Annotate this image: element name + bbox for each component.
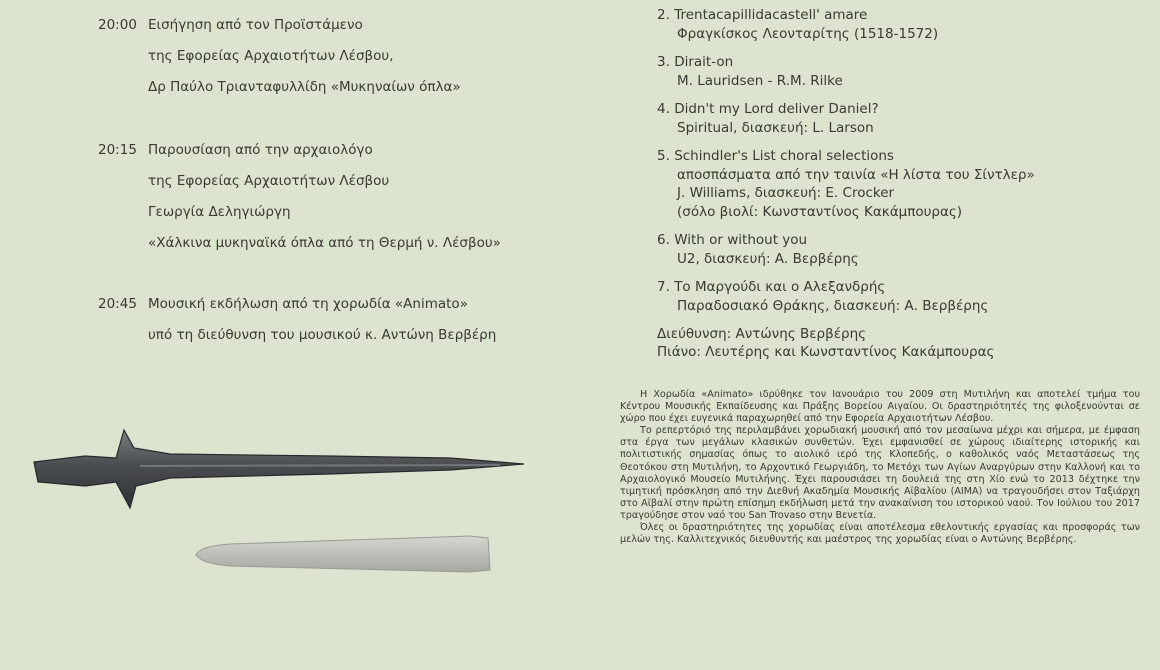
song-item [657, 100, 1035, 137]
time-label: 20:45 [98, 296, 137, 312]
song-title: Trentacapillidacastell' amare [674, 7, 868, 23]
song-item [657, 6, 1035, 43]
program-line: Δρ Παύλο Τριανταφυλλίδη «Μυκηναίων όπλα» [148, 79, 461, 95]
program-line: της Εφορείας Αρχαιοτήτων Λέσβου, [148, 48, 394, 64]
program-block-2015 [98, 135, 501, 259]
song-list [657, 6, 1035, 325]
program-line: Παρουσίαση από την αρχαιολόγο [148, 142, 373, 158]
time-label: 20:00 [98, 17, 137, 33]
bronze-spearhead-image [30, 420, 530, 590]
piano-credit: Πιάνο: Λευτέρης και Κωνσταντίνος Κακάμπουρας [657, 344, 995, 360]
description-paragraph: Όλες οι δραστηριότητες της χορωδίας είναι αποτέλεσμα εθελοντικής εργασίας και προσφοράς των μελών της. Καλλιτεχνικός διευθυντής και μαέστρος της χορωδίας είναι ο Αντώνης Βερβέρης. [620, 522, 1140, 546]
song-credit: U2, διασκευή: Α. Βερβέρης [677, 250, 859, 267]
program-line: «Χάλκινα μυκηναϊκά όπλα από τη Θερμή ν. Λέσβου» [148, 235, 501, 251]
song-number: 7. [657, 279, 670, 295]
program-line: της Εφορείας Αρχαιοτήτων Λέσβου [148, 173, 390, 189]
program-line: υπό τη διεύθυνση του μουσικού κ. Αντώνη Βερβέρη [148, 327, 497, 343]
song-credit: Παραδοσιακό Θράκης, διασκευή: Α. Βερβέρης [677, 297, 989, 314]
song-title: With or without you [674, 232, 808, 248]
song-item [657, 231, 1035, 268]
song-number: 5. [657, 148, 670, 164]
description-paragraph: Το ρεπερτόριό της περιλαμβάνει χορωδιακή μουσική από τον μεσαίωνα μέχρι και σήμερα, με έμφαση στα έργα των μεγάλων κλασικών συνθετών. Έχει εμφανισθεί σε χώρους ιδιαίτερης ιστορικής και πολιτιστικής σημασίας όπως το αιολικό ιερό της Κλοπεδής, ο καθολικός ναός Μεταστάσεως της Θεοτόκου στη Μυτιλήνη, το Αρχοντικό Γεωργιάδη, το Μετόχι των Αγίων Αναργύρων στην Καλλονή και το Αρχαιολογικό Μουσείο Μυτιλήνης. Έχει παρουσιάσει τη δουλειά της στη Χίο ενώ το 2013 δέχτηκε την τιμητική πρόσκληση από την Διεθνή Ακαδημία Μουσικής Αϊβαλίου (AIMA) να τραγουδήσει στον Ταξιάρχη στο Αϊβαλί στην πρώτη επίσημη εκδήλωση μετά την ανακαίνιση του ιστορικού ναού. Τον Ιούλιου του 2017 τραγούδησε στον ναό του San Trovaso στην Βενετία. [620, 425, 1140, 521]
song-item [657, 278, 1035, 315]
song-credit: J. Williams, διασκευή: E. Crocker [677, 185, 895, 201]
song-credit: αποσπάσματα από την ταινία «Η λίστα του Σίντλερ» [677, 166, 1035, 183]
song-number: 2. [657, 7, 670, 23]
song-item [657, 147, 1035, 221]
song-title: Didn't my Lord deliver Daniel? [674, 101, 879, 117]
song-title: Schindler's List choral selections [674, 148, 894, 164]
song-credit: (σόλο βιολί: Κωνσταντίνος Κακάμπουρας) [677, 203, 963, 220]
time-label: 20:15 [98, 142, 137, 158]
performer-credits [657, 325, 994, 361]
song-title: Dirait-on [674, 54, 734, 70]
song-number: 6. [657, 232, 670, 248]
song-credit: Spiritual, διασκευή: L. Larson [677, 119, 874, 136]
direction-credit: Διεύθυνση: Αντώνης Βερβέρης [657, 326, 867, 342]
choir-description [620, 389, 1140, 546]
song-item [657, 53, 1035, 90]
song-credit: Φραγκίσκος Λεονταρίτης (1518-1572) [677, 25, 939, 42]
program-block-2000 [98, 10, 461, 103]
program-block-2045 [98, 289, 496, 351]
program-line: Μουσική εκδήλωση από τη χορωδία «Animato» [148, 296, 468, 312]
song-number: 3. [657, 54, 670, 70]
song-credit: M. Lauridsen - R.M. Rilke [677, 72, 843, 89]
song-number: 4. [657, 101, 670, 117]
program-line: Γεωργία Δεληγιώργη [148, 204, 291, 220]
artifacts-illustration [30, 420, 530, 594]
song-title: Το Μαργούδι και ο Αλεξανδρής [674, 279, 886, 295]
description-paragraph: Η Χορωδία «Animato» ιδρύθηκε τον Ιανουάριο του 2009 στη Μυτιλήνη και αποτελεί τμήμα του Κέντρου Μουσικής Εκπαίδευσης και Πράξης Βορείου Αιγαίου. Οι δραστηριότητές της φιλοξενούνται σε χώρο που έχει ευγενικά παραχωρηθεί από την Εφορεία Αρχαιοτήτων Λέσβου. [620, 389, 1140, 425]
program-line: Εισήγηση από τον Προϊστάμενο [148, 17, 363, 33]
